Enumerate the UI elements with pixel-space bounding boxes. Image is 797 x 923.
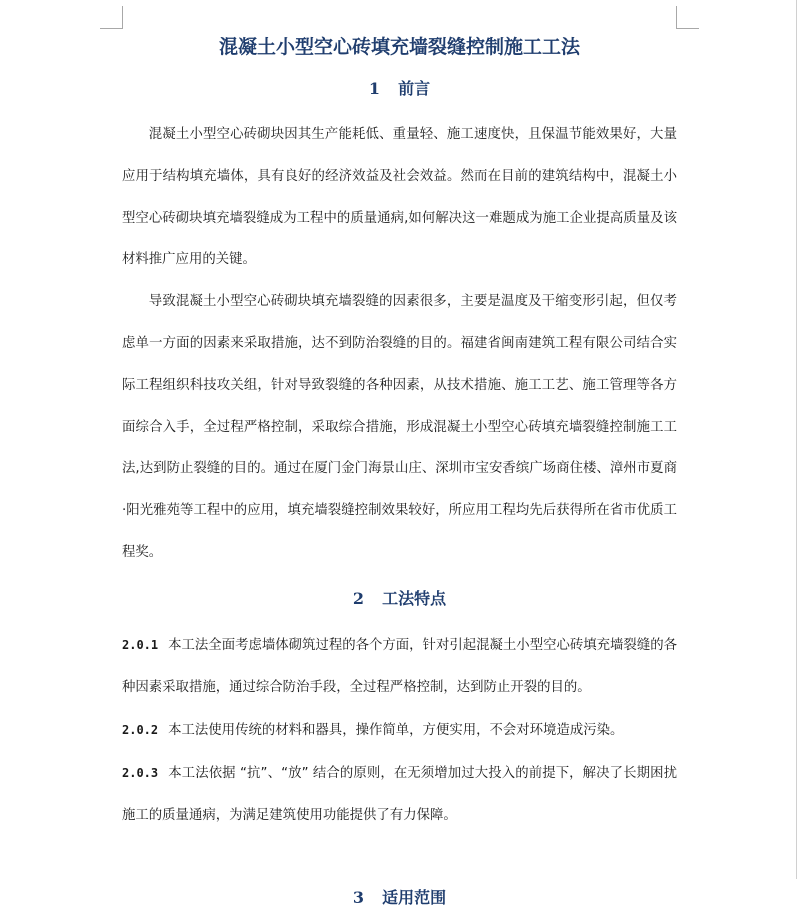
paragraph: 导致混凝土小型空心砖砌块填充墙裂缝的因素很多，主要是温度及干缩变形引起，但仅考虑单一方面的因素来采取措施，达不到防治裂缝的目的。福建省闽南建筑工程有限公司结合实际工程组织科技攻关组，针对导致裂缝的各种因素，从技术措施、施工工艺、施工管理等各方面综合入手，全过程严格控制，采取综合措施，形成混凝土小型空心砖填充墙裂缝控制施工工法,达到防止裂缝的目的。通过在厦门金门海景山庄、深圳市宝安香缤广场商住楼、漳州市夏商·阳光雅苑等工程中的应用，填充墙裂缝控制效果较好，所应用工程均先后获得所在省市优质工程奖。 — [122, 294, 677, 560]
clause-text: 本工法依据 “抗”、“放” 结合的原则，在无须增加过大投入的前提下，解决了长期困扰施工的质量通病，为满足建筑使用功能提供了有力保障。 — [122, 765, 677, 823]
clause-item — [122, 624, 677, 709]
clause-text: 本工法全面考虑墙体砌筑过程的各个方面，针对引起混凝土小型空心砖填充墙裂缝的各种因素采取措施，通过综合防治手段，全过程严格控制，达到防止开裂的目的。 — [122, 637, 677, 695]
section-heading-3 — [122, 873, 677, 923]
clause-code: 2.0.3 — [122, 765, 159, 780]
clause-item — [122, 752, 677, 837]
clause-code: 2.0.1 — [122, 637, 159, 652]
crop-mark-top-right — [676, 6, 699, 29]
section-spacer — [122, 837, 677, 873]
section-heading-1 — [122, 64, 677, 114]
section-number: 2 — [352, 588, 365, 608]
section-title: 适用范围 — [382, 887, 447, 907]
section-heading-2 — [122, 574, 677, 624]
section-title: 前言 — [398, 79, 431, 98]
document-body — [122, 30, 677, 923]
section-title: 工法特点 — [382, 588, 447, 608]
clause-code: 2.0.2 — [122, 722, 159, 737]
clause-text: 本工法使用传统的材料和器具，操作简单，方便实用，不会对环境造成污染。 — [168, 722, 624, 738]
section-number: 3 — [352, 887, 365, 907]
section-number: 1 — [368, 79, 381, 98]
document-title: 混凝土小型空心砖填充墙裂缝控制施工工法 — [218, 36, 580, 58]
paragraph: 混凝土小型空心砖砌块因其生产能耗低、重量轻、施工速度快，且保温节能效果好，大量应用于结构填充墙体，具有良好的经济效益及社会效益。然而在目前的建筑结构中，混凝土小型空心砖砌块填充墙裂缝成为工程中的质量通病,如何解决这一难题成为施工企业提高质量及该材料推广应用的关键。 — [122, 127, 677, 268]
clause-item — [122, 709, 677, 752]
crop-mark-top-left — [100, 6, 123, 29]
